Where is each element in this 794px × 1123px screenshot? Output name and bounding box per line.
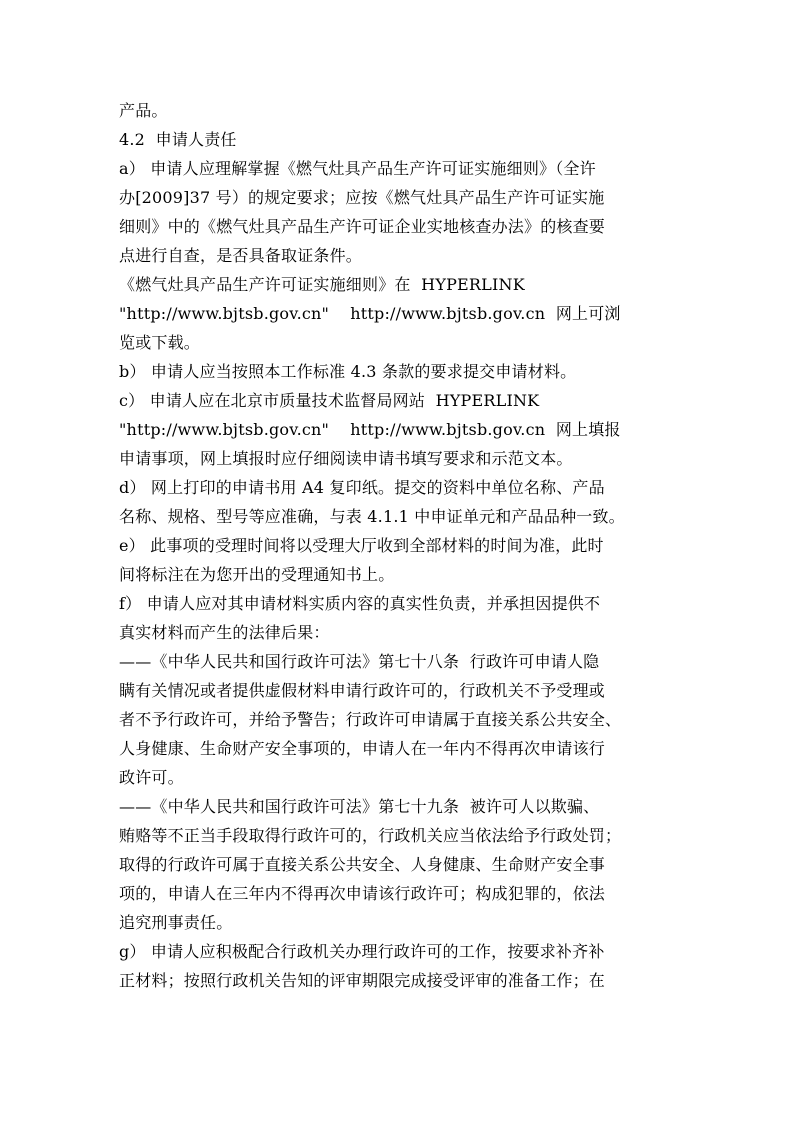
text-line: 者不予行政许可，并给予警告；行政许可申请属于直接关系公共安全、	[119, 710, 622, 729]
text-line: 4.2 申请人责任	[119, 130, 237, 149]
text-line: 产品。	[119, 101, 168, 120]
text-line: 点进行自查，是否具备取证条件。	[119, 246, 363, 265]
text-line: b） 申请人应当按照本工作标准 4.3 条款的要求提交申请材料。	[119, 362, 577, 381]
text-line: 追究刑事责任。	[119, 913, 233, 932]
text-line: "http://www.bjtsb.gov.cn" http://www.bjtsb.gov.cn 网上填报	[119, 420, 621, 439]
text-line: 申请事项，网上填报时应仔细阅读申请书填写要求和示范文本。	[119, 449, 573, 468]
text-line: 间将标注在为您开出的受理通知书上。	[119, 565, 395, 584]
text-line: 《燃气灶具产品生产许可证实施细则》在 HYPERLINK	[119, 275, 525, 294]
text-line: c） 申请人应在北京市质量技术监督局网站 HYPERLINK	[119, 391, 540, 410]
text-line: 取得的行政许可属于直接关系公共安全、人身健康、生命财产安全事	[119, 855, 606, 874]
document-body	[119, 96, 681, 995]
text-line: 政许可。	[119, 768, 184, 787]
text-line: 办[2009]37 号）的规定要求；应按《燃气灶具产品生产许可证实施	[119, 188, 605, 207]
text-line: a） 申请人应理解掌握《燃气灶具产品生产许可证实施细则》（全许	[119, 159, 596, 178]
text-line: 名称、规格、型号等应准确，与表 4.1.1 中申证单元和产品品种一致。	[119, 507, 625, 526]
text-line: 项的，申请人在三年内不得再次申请该行政许可；构成犯罪的，依法	[119, 884, 606, 903]
text-line: g） 申请人应积极配合行政机关办理行政许可的工作，按要求补齐补	[119, 942, 605, 961]
text-line: 贿赂等不正当手段取得行政许可的，行政机关应当依法给予行政处罚；	[119, 826, 622, 845]
text-line: 真实材料而产生的法律后果：	[119, 623, 330, 642]
text-line: ——《中华人民共和国行政许可法》第七十八条 行政许可申请人隐	[119, 652, 600, 671]
text-line: 细则》中的《燃气灶具产品生产许可证企业实地核查办法》的核查要	[119, 217, 606, 236]
text-line: f） 申请人应对其申请材料实质内容的真实性负责，并承担因提供不	[119, 594, 601, 613]
text-line: 览或下载。	[119, 333, 201, 352]
text-line: ——《中华人民共和国行政许可法》第七十九条 被许可人以欺骗、	[119, 797, 600, 816]
text-line: d） 网上打印的申请书用 A4 复印纸。提交的资料中单位名称、产品	[119, 478, 605, 497]
text-line: e） 此事项的受理时间将以受理大厅收到全部材料的时间为准，此时	[119, 536, 604, 555]
text-line: "http://www.bjtsb.gov.cn" http://www.bjtsb.gov.cn 网上可浏	[119, 304, 621, 323]
text-line: 人身健康、生命财产安全事项的，申请人在一年内不得再次申请该行	[119, 739, 606, 758]
text-line: 正材料；按照行政机关告知的评审期限完成接受评审的准备工作；在	[119, 971, 606, 990]
text-line: 瞒有关情况或者提供虚假材料申请行政许可的，行政机关不予受理或	[119, 681, 606, 700]
